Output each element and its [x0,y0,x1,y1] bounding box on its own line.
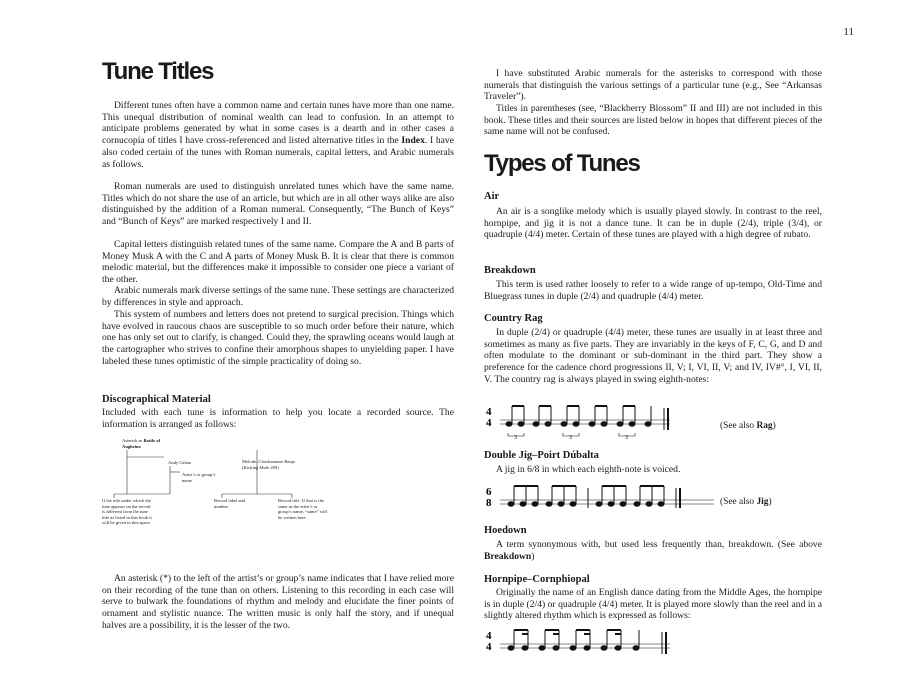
paragraph-2: Roman numerals are used to distinguish unrelated tunes which have the same name. Titles which do not share the use of an article, but which are in all other ways alike are also distinguished by the addition of a Roman numeral. Consequently, “The Bunch of Keys” and “Bunch of Keys” are marked respectively I and II. [102,181,454,228]
paragraph-5: This system of numbers and letters does not pretend to surgical precision. Things which have evolved in raucous chaos are susceptible to so much order before their nature, which one has only set out to clarify, is changed. Could they, the sprawling oceans would laugh at the cartographer who strives to confine their amorphous shapes to unyielding paper. I have labeled these tunes optimistic of the simple practicality of doing so. [102,309,454,367]
jig-see-also: (See also Jig) [720,497,772,507]
type-hoedown-title: Hoedown [484,525,527,536]
jig-notation-svg [484,478,724,514]
jig-ts-bottom: 8 [486,497,492,509]
paragraph-3: Capital letters distinguish related tunes of the same name. Compare the A and B parts of Money Musk A with the C and A parts of Money Musk B. It is clear that there is common melodic material, but the differences make it impossible to consider one piece a variant of the other. [102,239,454,286]
hornpipe-ts-bottom: 4 [486,641,492,653]
diagram-artist-note: Artist’s or group’s name [182,472,216,483]
paragraph-arabic: I have substituted Arabic numerals for the asterisks to correspond with those numerals that distinguish the various settings of a particular tune (e.g., See “Arkansas Traveler”). [484,68,822,103]
hornpipe-notation-svg [484,626,684,660]
type-double-jig-title: Double Jig–Poirt Dúbalta [484,450,599,461]
type-hoedown-text: A term synonymous with, but used less frequently than, breakdown. (See above Breakdown) [484,539,822,562]
page-number: 11 [843,26,854,38]
type-air-title: Air [484,191,500,202]
index-ref: Index [401,135,425,147]
paragraph-4: Arabic numerals mark diverse settings of the same tune. These settings are characterized by differences in style and approach. [102,285,455,308]
rag-triplet-1: 3 [514,435,517,441]
type-country-rag-title: Country Rag [484,313,543,324]
rag-rhythm-notation [484,400,684,442]
type-breakdown-title: Breakdown [484,265,536,276]
type-double-jig-text: A jig in 6/8 in which each eighth-note is voiced. [496,464,681,475]
subheading-discographical: Discographical Material [102,394,211,405]
diagram-album: Melodic Clawhammer Banjo (Kicking Mule 209) [242,459,296,470]
diagram-artist: Andy Cahan [168,460,192,465]
discography-diagram [102,436,454,566]
rag-ts-bottom: 4 [486,417,492,429]
rag-notation-svg [484,400,684,442]
hornpipe-rhythm-notation [484,626,684,660]
type-country-rag-text: In duple (2/4) or quadruple (4/4) meter, these tunes are usually in at least three and sometimes as many as five parts. They are invariably in the keys of F, C, G, and D and often modulate to the dominant or sub-dominant in the third part. They show a preference for the cadence chord progressions II, V; I, VI, II, V; and IV, IV#°, I, VI, II, V. The country rag is always played in swing eighth-notes: [484,327,822,385]
paragraph-parentheses: Titles in parentheses (see, “Blackberry Blossom” II and III) are not included in this book. These titles and their sources are listed below in hopes that different pieces of the same name will not be confused. [484,103,822,138]
jig-ts-top: 6 [486,486,492,498]
jig-see-also-link: Jig [756,497,769,507]
paragraph-1: Different tunes often have a common name and certain tunes have more than one name. This unequal distribution of nominal wealth can lead to confusion. In an attempt to anticipate problems generated by what in some cases is a dearth and in other cases a cornucopia of titles I have cross-referenced and listed alternative titles in the Index. I have also coded certain of the tunes with Roman numerals, capital letters, and Arabic numerals as follows. [102,100,454,170]
heading-types-of-tunes: Types of Tunes [484,150,640,177]
rag-see-also-link: Rag [756,421,773,431]
type-air-text: An air is a songlike melody which is usually played slowly. In contrast to the reel, hornpipe, and jig it is not a dance tune. It can be in duple (2/4), triple (3/4), or quadruple (4/4) meter. Certain of these tunes are played with a high degree of rubato. [484,206,822,241]
jig-rhythm-notation [484,478,724,514]
hoedown-breakdown-ref: Breakdown [484,550,532,562]
paragraph-7: An asterisk (*) to the left of the artist’s or group’s name indicates that I have relied more on their recording of the tune than on others. Listening to this recording in each case will serve to bulwark the foundations of rhythm and melody and elucidate the finer points of ornament and stylistic nuance. The written music is only half the story, and if unequal halves are a possibility, it is the lesser of the two. [102,573,454,631]
rag-triplet-3: 3 [625,435,628,441]
rag-see-also: (See also Rag) [720,421,776,431]
hornpipe-ts-top: 4 [486,630,492,642]
type-hornpipe-title: Hornpipe–Cornphiopal [484,574,590,585]
rag-triplet-2: 3 [569,435,572,441]
type-hornpipe-text: Originally the name of an English dance dating from the Middle Ages, the hornpipe is in duple (2/4) or quadruple (4/4) meter. It is played more slowly than the reel and in a slightly altered rhythm which is expressed as follows: [484,587,822,622]
diagram-right-note: Record title. If that is the same as the artist’s or group’s name, “same” will be written here. [278,498,327,520]
rag-ts-top: 4 [486,406,492,418]
paragraph-6: Included with each tune is information to help you locate a recorded source. The information is arranged as follows: [102,407,454,430]
diagram-left-note: If the title under which the tune appears on the record is different from the tune title as listed in this book it will be given in this space. [102,498,152,526]
type-breakdown-text: This term is used rather loosely to refer to a wide range of up-tempo, Old-Time and Bluegrass tunes in duple (2/4) and quadruple (4/4) meter. [484,279,822,302]
heading-tune-titles: Tune Titles [102,58,214,85]
diagram-label-note: Record label and number [214,498,246,509]
diagram-top-label: Asterisk as Battle of Aughrim: [122,438,161,449]
